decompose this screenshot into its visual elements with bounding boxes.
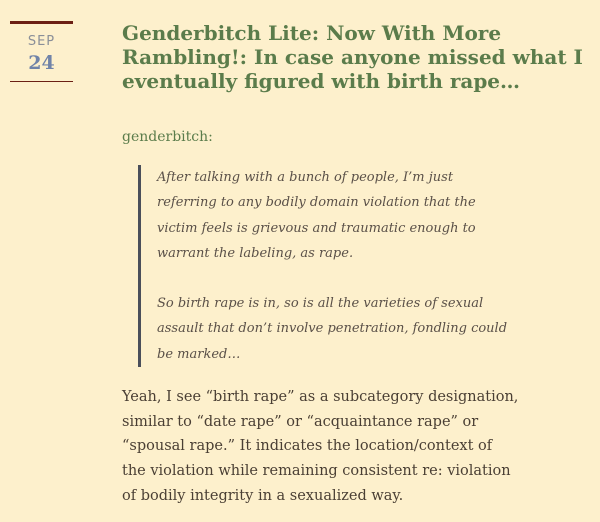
body-line: Yeah, I see “birth rape” as a subcategory designation, <box>122 389 519 406</box>
body-line: “spousal rape.” It indicates the location/context of <box>122 438 493 455</box>
body-line: similar to “date rape” or “acquaintance rape” or <box>122 413 479 430</box>
quote-line: After talking with a bunch of people, I’m just <box>157 170 454 185</box>
quote-line: assault that don’t involve penetration, fondling could <box>157 321 508 337</box>
quote-line: be marked… <box>157 346 241 362</box>
quote-paragraph <box>157 291 567 367</box>
quote-line: victim feels is grievous and traumatic enough to <box>157 220 476 236</box>
blockquote <box>138 165 567 367</box>
post <box>122 21 584 509</box>
quote-paragraph <box>157 165 567 266</box>
quote-line: So birth rape is in, so is all the varieties of sexual <box>157 296 484 312</box>
quote-line: referring to any bodily domain violation that the <box>157 195 476 211</box>
source-colon: : <box>208 129 213 145</box>
post-date-month: SEP <box>27 34 56 49</box>
body-line: the violation while remaining consistent re: violation <box>122 463 511 480</box>
post-body <box>122 385 592 509</box>
source-link[interactable]: genderbitch <box>122 129 209 145</box>
quote-line: warrant the labeling, as rape. <box>157 245 354 261</box>
post-date-day: 24 <box>28 52 55 74</box>
post-title[interactable]: Genderbitch Lite: Now With More Rambling!: In case anyone missed what I eventually figured with birth rape… <box>122 21 583 93</box>
post-date <box>10 21 73 82</box>
body-line: of bodily integrity in a sexualized way. <box>122 487 404 504</box>
source-attribution <box>122 93 584 146</box>
